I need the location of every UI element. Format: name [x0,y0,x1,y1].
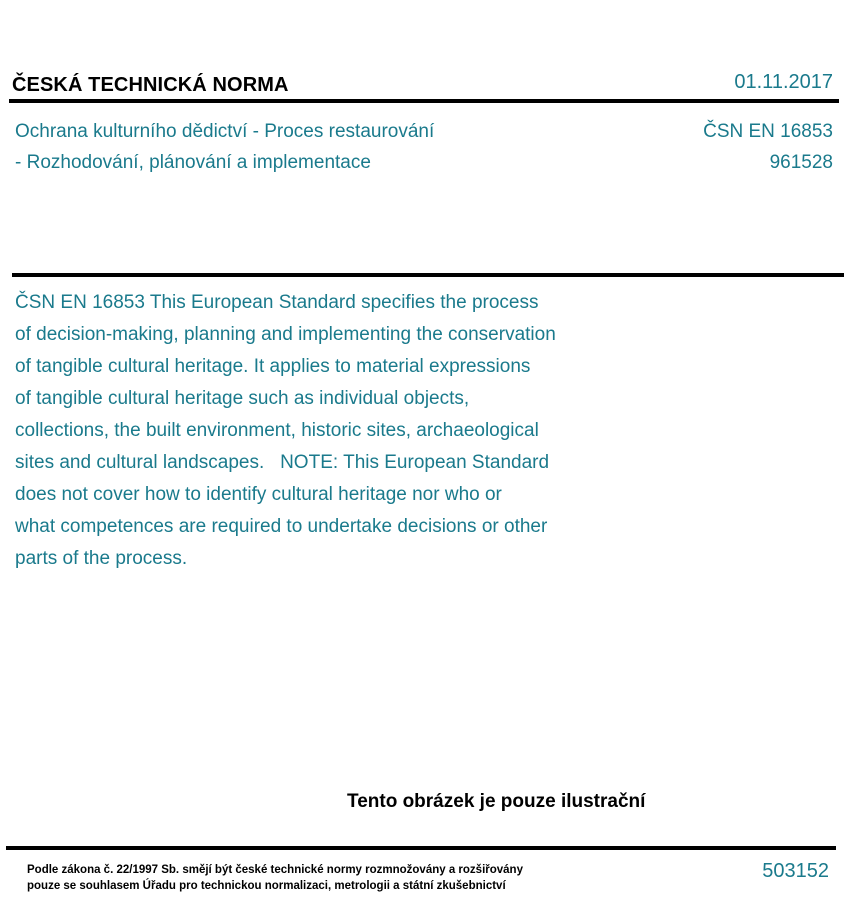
section-divider [12,273,844,277]
abstract-line: sites and cultural landscapes. NOTE: This European Standard [15,452,550,473]
standard-title [15,116,575,178]
standard-title-line-2: - Rozhodování, plánování a implementace [15,152,371,173]
copyright-notice [27,862,523,894]
abstract-line: of decision-making, planning and implementing the conservation [15,324,556,345]
standard-codes [703,116,833,178]
copyright-line-2: pouze se souhlasem Úřadu pro technickou normalizaci, metrologii a státní zkušebnictví [27,880,506,892]
abstract-line: what competences are required to undertake decisions or other [15,516,548,537]
abstract-text [15,287,635,575]
abstract-line: of tangible cultural heritage. It applies to material expressions [15,356,531,377]
document-type-title: ČESKÁ TECHNICKÁ NORMA [12,74,289,96]
publication-date: 01.11.2017 [734,71,833,93]
abstract-line: parts of the process. [15,548,188,569]
abstract-line: of tangible cultural heritage such as individual objects, [15,388,470,409]
illustration-note: Tento obrázek je pouze ilustrační [347,791,646,812]
standard-number: ČSN EN 16853 [703,121,833,142]
abstract-line: does not cover how to identify cultural heritage nor who or [15,484,502,505]
copyright-line-1: Podle zákona č. 22/1997 Sb. smějí být české technické normy rozmnožovány a rozšiřovány [27,864,523,876]
footer-divider [6,846,836,850]
abstract-line: ČSN EN 16853 This European Standard specifies the process [15,292,539,313]
class-number: 961528 [769,152,833,173]
header-divider [9,99,839,103]
standard-title-line-1: Ochrana kulturního dědictví - Proces restaurování [15,121,435,142]
catalog-number: 503152 [762,860,829,882]
abstract-line: collections, the built environment, historic sites, archaeological [15,420,539,441]
